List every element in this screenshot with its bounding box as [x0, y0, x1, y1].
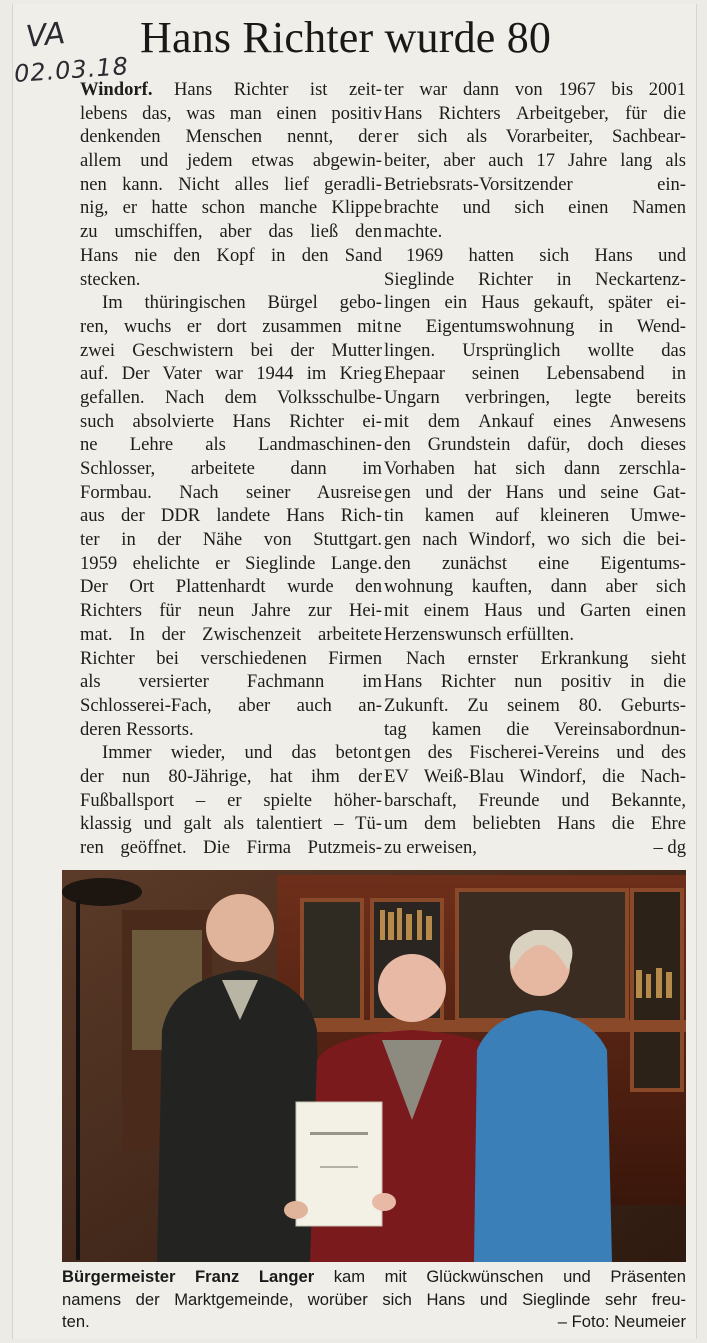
text-line: lebens das, was man einen positiv	[80, 102, 382, 124]
caption-line: ten. – Foto: Neumeier	[62, 1311, 686, 1334]
text-line: Ungarn verbringen, legte bereits	[384, 386, 686, 408]
text-line: mat. In der Zwischenzeit arbeitete	[80, 623, 382, 645]
article-column-left	[80, 78, 382, 858]
text-line: zu umschiffen, aber das ließ den	[80, 221, 382, 243]
article-photo	[62, 870, 686, 1262]
photo-illustration	[62, 870, 686, 1262]
text-line: den Grundstein dafür, doch dieses	[384, 434, 686, 456]
text-line: ne Lehre als Landmaschinen-	[80, 434, 382, 456]
text-line: such absolvierte Hans Richter ei-	[80, 410, 382, 432]
text-line: der nun 80-Jährige, hat ihm der	[80, 765, 382, 787]
article-headline: Hans Richter wurde 80	[140, 13, 552, 62]
text-line: wohnung kauften, dann aber sich	[384, 576, 686, 598]
text-line: zu erweisen, – dg	[384, 837, 686, 858]
text-line: brachte und sich einen Namen	[384, 197, 686, 219]
article-dateline: Windorf.	[80, 79, 153, 100]
text-line: lingen. Ursprünglich wollte das	[384, 339, 686, 361]
text-line: klassig und galt als talentiert – Tü-	[80, 813, 382, 835]
text-line: als versierter Fachmann im	[80, 671, 382, 693]
text-line: Ehepaar seinen Lebensabend in	[384, 363, 686, 385]
text-line: gen und der Hans und seine Gat-	[384, 481, 686, 503]
text-line: nen kann. Nicht alles lief geradli-	[80, 173, 382, 195]
text-line: Hans Richter nun positiv in die	[384, 671, 686, 693]
text-line: ne Eigentumswohnung in Wend-	[384, 315, 686, 337]
text-line: 1969 hatten sich Hans und	[406, 244, 686, 266]
caption-line: Bürgermeister Franz Langer kam mit Glückwünschen und Präsenten	[62, 1267, 686, 1286]
text-line: tag kamen die Vereinsabordnun-	[384, 718, 686, 740]
caption-line: namens der Marktgemeinde, worüber sich Hans und Sieglinde sehr freu-	[62, 1289, 686, 1309]
text-line: Formbau. Nach seiner Ausreise	[80, 481, 382, 503]
text-line: Vorhaben hat sich dann zerschla-	[384, 458, 686, 479]
text-line: deren Ressorts.	[80, 718, 194, 740]
photo-credit: – Foto: Neumeier	[557, 1312, 686, 1331]
text-line: er sich als Vorarbeiter, Sachbear-	[384, 126, 686, 148]
text-line: ren, wuchs er dort zusammen mit	[80, 315, 382, 337]
text-line: 1959 ehelichte er Sieglinde Lange.	[80, 552, 382, 574]
text-line: Nach ernster Erkrankung sieht	[406, 647, 686, 669]
text-line: lingen ein Haus gekauft, später ei-	[384, 292, 686, 314]
text-line: barschaft, Freunde und Bekannte,	[384, 789, 686, 811]
text-line: EV Weiß-Blau Windorf, die Nach-	[384, 765, 686, 787]
text-line: gen nach Windorf, wo sich die bei-	[384, 529, 686, 551]
handwritten-date: 02.03.18	[13, 52, 130, 88]
caption-subject: Bürgermeister Franz Langer	[62, 1267, 315, 1286]
handwritten-source: VA	[24, 16, 67, 55]
text-line: Richter bei verschiedenen Firmen	[80, 647, 382, 669]
text-line: nig, er hatte schon manche Klippe	[80, 197, 382, 219]
text-line: allem und jedem etwas abgewin-	[80, 150, 382, 172]
text-line: Immer wieder, und das betont	[102, 742, 382, 764]
article-column-right	[384, 78, 686, 858]
text-line: Sieglinde Richter in Neckartenz-	[384, 268, 686, 290]
text-line: ter in der Nähe von Stuttgart.	[80, 529, 382, 551]
text-line: gen des Fischerei-Vereins und des	[384, 742, 686, 764]
text-line: den zunächst eine Eigentums-	[384, 552, 686, 574]
text-line: Herzenswunsch erfüllten.	[384, 623, 574, 645]
text-line: ter war dann von 1967 bis 2001	[384, 79, 686, 100]
text-line: stecken.	[80, 268, 141, 290]
text-line: Schlosser, arbeitete dann im	[80, 458, 382, 479]
text-line: Fußballsport – er spielte höher-	[80, 789, 382, 811]
text-line: gefallen. Nach dem Volksschulbe-	[80, 386, 382, 408]
text-line: um dem beliebten Hans die Ehre	[384, 813, 686, 835]
text-line: machte.	[384, 221, 443, 243]
text-line: Richters für neun Jahre zur Hei-	[80, 600, 382, 622]
text-line: denkenden Menschen nennt, der	[80, 126, 382, 148]
text-line: mit einem Haus und Garten einen	[384, 600, 686, 622]
text-line: auf. Der Vater war 1944 im Krieg	[80, 363, 382, 385]
text-line: mit dem Ankauf eines Anwesens	[384, 410, 686, 432]
author-signoff: – dg	[653, 837, 686, 858]
photo-caption	[62, 1266, 686, 1334]
text-line: aus der DDR landete Hans Rich-	[80, 505, 382, 527]
text-line: Hans nie den Kopf in den Sand	[80, 244, 382, 266]
text-line: Betriebsrats-Vorsitzender ein-	[384, 173, 686, 195]
text-line: zwei Geschwistern bei der Mutter	[80, 339, 382, 361]
text-line: Windorf. Hans Richter ist zeit-	[80, 79, 382, 100]
text-line: Zukunft. Zu seinem 80. Geburts-	[384, 694, 686, 716]
text-line: Schlosserei-Fach, aber auch an-	[80, 694, 382, 716]
text-line: Im thüringischen Bürgel gebo-	[102, 292, 382, 314]
text-line: ren geöffnet. Die Firma Putzmeis-	[80, 837, 382, 858]
text-line: beiter, aber auch 17 Jahre lang als	[384, 150, 686, 172]
text-line: Hans Richters Arbeitgeber, für die	[384, 102, 686, 124]
text-line: tin kamen auf kleineren Umwe-	[384, 505, 686, 527]
text-line: Der Ort Plattenhardt wurde den	[80, 576, 382, 598]
